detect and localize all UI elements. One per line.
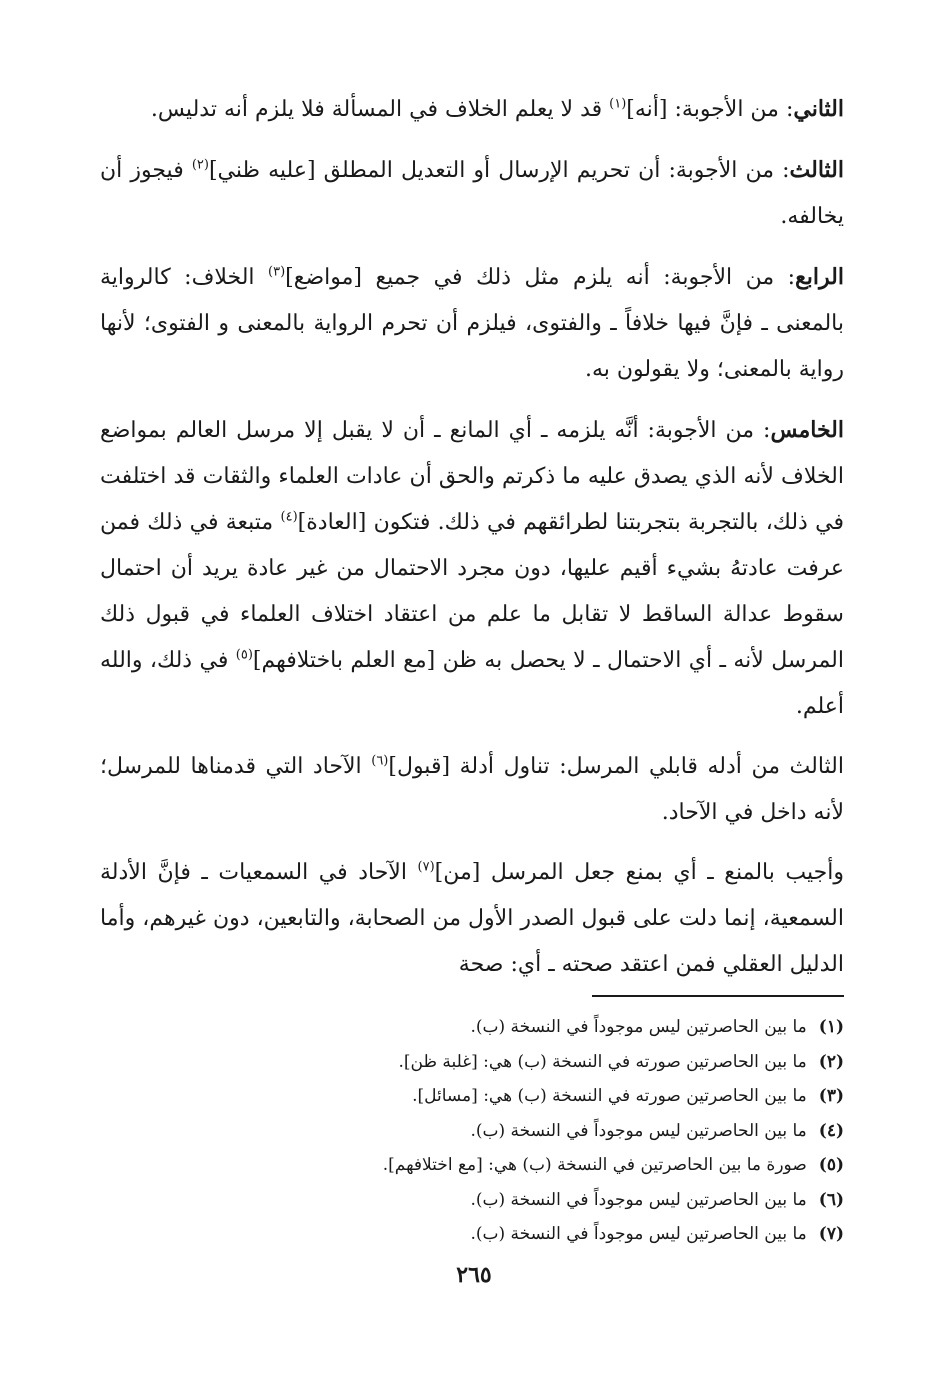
paragraph [100,407,844,730]
paragraph-text: قد لا يعلم الخلاف في المسألة فلا يلزم أنه تدليس. [150,97,610,122]
paragraph-text: : من الأجوبة: [أنه] [626,97,794,122]
footnote-item [100,1010,844,1045]
paragraph-text: الخلاف: كالرواية بالمعنى ـ فإنَّ فيها خلافاً ـ والفتوى، فيلزم أن تحرم الرواية بالمعنى و الفتوى؛ لأنها رواية بالمعنى؛ ولا يقولون به. [100,265,845,382]
footnote-reference[interactable]: (٤) [280,509,298,525]
paragraph [100,850,844,988]
footnote-item [100,1148,844,1183]
footnote-number: (٥) [818,1155,844,1175]
footnote-reference[interactable]: (١) [609,96,627,112]
footnote-number: (١) [818,1017,844,1037]
paragraph-text: : من الأجوبة: أن تحريم الإرسال أو التعديل المطلق [عليه ظني] [208,158,790,183]
paragraph-text: : من الأجوبة: أنَّه يلزمه ـ أي المانع ـ أن لا يقبل إلا مرسل العالم بمواضع الخلاف لأنه الذي يصدق عليه ما ذكرتم والحق أن عادات العلماء والثقات قد اختلفت في ذلك، بالتجربة بتجربتنا لطرائقهم في ذلك. فتكون [العادة] [100,418,844,535]
footnote-text: ما بين الحاصرتين ليس موجوداً في النسخة (ب). [470,1189,807,1210]
footnote-number: (٦) [818,1189,844,1210]
footnote-text: ما بين الحاصرتين صورته في النسخة (ب) هي: [مسائل]. [412,1086,807,1106]
paragraph-text: : من الأجوبة: أنه يلزم مثل ذلك في جميع [مواضع] [285,265,796,290]
footnote-separator [592,995,844,997]
footnote-reference[interactable]: (٥) [235,647,253,663]
footnotes-list [100,1010,844,1252]
footnote-reference[interactable]: (٢) [191,157,209,173]
footnote-number: (٧) [818,1224,844,1244]
paragraph-lead-word: الثالث [789,157,844,183]
page-number: ٢٦٥ [456,1262,492,1288]
footnote-text: ما بين الحاصرتين ليس موجوداً في النسخة (ب). [470,1120,807,1141]
paragraph [100,254,844,393]
footnote-number: (٤) [818,1120,844,1141]
paragraph [100,147,844,240]
paragraph-lead-word: الرابع [795,264,844,290]
footnote-reference[interactable]: (٣) [268,264,286,280]
footnote-reference[interactable]: (٧) [417,859,435,875]
paragraph-text: الآحاد التي قدمناها للمرسل؛ لأنه داخل في الآحاد. [100,754,844,825]
footnote-item [100,1217,844,1252]
footnote-item [100,1114,844,1149]
footnote-text: ما بين الحاصرتين صورته في النسخة (ب) هي: [غلبة ظن]. [398,1051,807,1072]
paragraph-lead-word: الخامس [770,417,844,443]
footnote-text: ما بين الحاصرتين ليس موجوداً في النسخة (ب). [470,1017,807,1037]
paragraph [100,744,844,836]
paragraph-text: الآحاد في السمعيات ـ فإنَّ الأدلة السمعية، إنما دلت على قبول الصدر الأول من الصحابة، والتابعين، دون غيرهم، وأما الدليل العقلي فمن اعتقد صحته ـ أي: صحة [100,860,844,977]
footnote-text: صورة ما بين الحاصرتين في النسخة (ب) هي: [مع اختلافهم]. [382,1155,807,1175]
footnote-reference[interactable]: (٦) [371,753,389,769]
paragraph-text: وأجيب بالمنع ـ أي بمنع جعل المرسل [من] [434,860,844,885]
body-text [100,86,844,988]
paragraph-text: في ذلك، والله أعلم. [100,648,844,719]
paragraph-text: الثالث من أدله قابلي المرسل: تناول أدلة [قبول] [388,754,844,779]
paragraph-text: متبعة في ذلك فمن عرفت عادتهُ بشيء أقيم عليها، دون مجرد الاحتمال من غير عادة يريد أن احتمال سقوط عدالة الساقط لا تقابل ما علم من اعتقاد اختلاف العلماء في قبول ذلك المرسل لأنه ـ أي الاحتمال ـ لا يحصل به ظن [مع العلم باختلافهم] [100,510,844,673]
footnote-number: (٣) [818,1086,844,1106]
paragraph [100,86,844,133]
footnote-item [100,1183,844,1218]
footnote-item [100,1079,844,1114]
paragraph-text: فيجوز أن يخالفه. [100,158,844,229]
footnote-text: ما بين الحاصرتين ليس موجوداً في النسخة (ب). [470,1224,807,1244]
footnote-item [100,1045,844,1080]
paragraph-lead-word: الثاني [793,96,844,122]
footnote-number: (٢) [818,1051,844,1072]
